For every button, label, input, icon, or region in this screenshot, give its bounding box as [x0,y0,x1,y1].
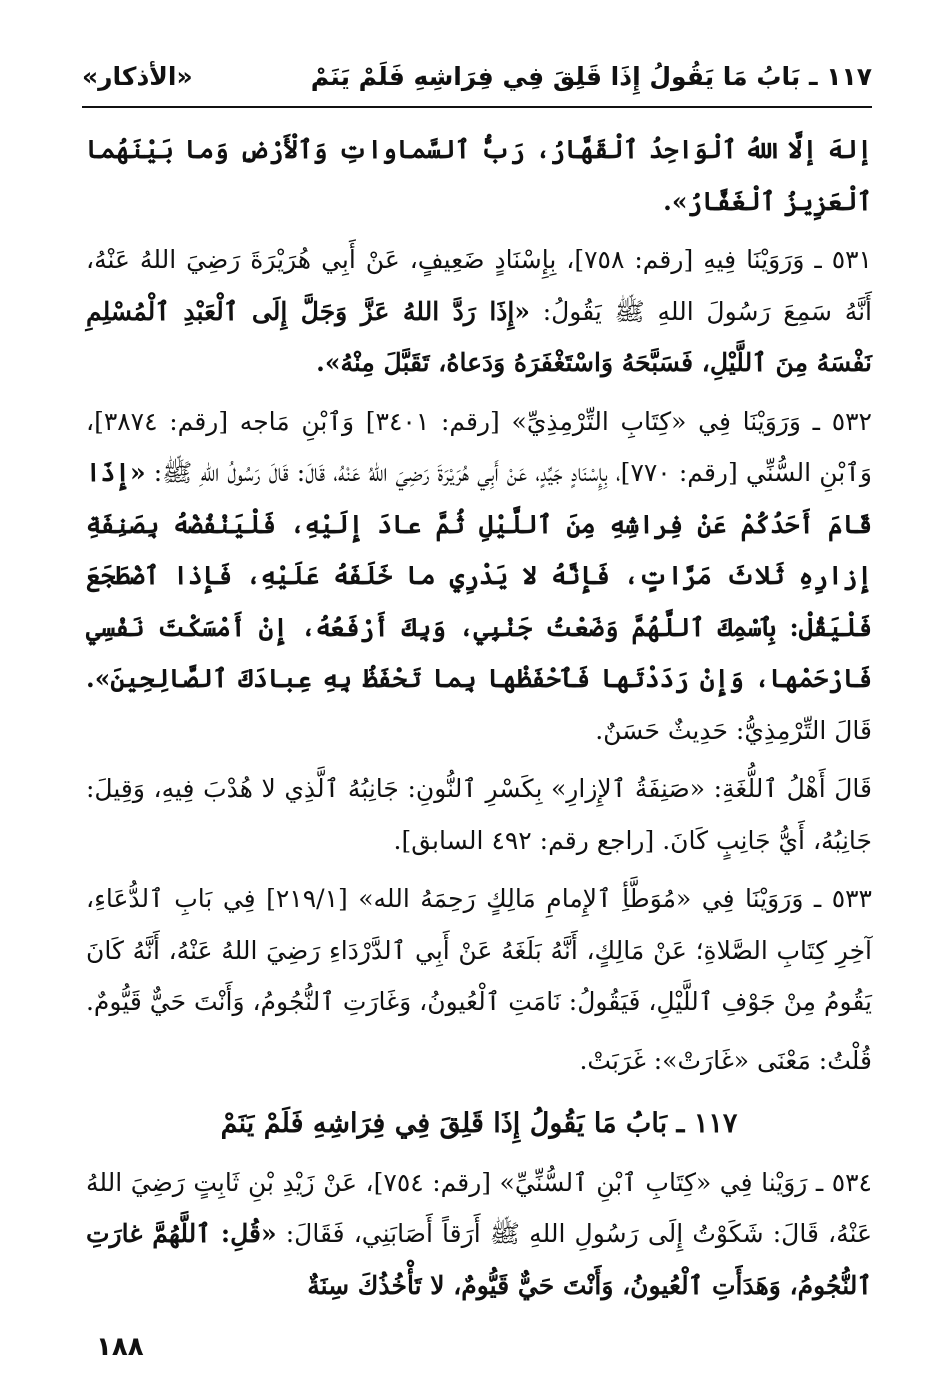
chapter-heading: ١١٧ ـ بَابُ مَا يَقُولُ إِذَا قَلِقَ فِي فِرَاشِهِ فَلَمْ يَنَمْ [220,1108,738,1139]
running-header [82,62,872,91]
hadith-533 [86,873,872,1028]
author-note-text: قُلْتُ: مَعْنَى «غَارَتْ»: غَرَبَتْ. [579,1045,872,1075]
hadith-text: «إِذَا رَدَّ اللهُ عَزَّ وَجَلَّ إِلَى ٱلْعَبْدِ ٱلْمُسْلِمِ نَفْسَهُ مِنَ ٱللَّيْلِ، فَسَبَّحَهُ وَاسْتَغْفَرَهُ وَدَعاهُ، تَقَبَّلَ مِنْهُ». [86,296,872,377]
hadith-narration: ٥٣٣ ـ وَرَوَيْنَا فِي «مُوَطَّأِ ٱلإِمامِ مَالِكٍ رَحِمَهُ الله» [٢١٩/١] فِي بَابِ ٱلدُّعَاءِ، آخِرِ كِتَابِ الصَّلاةِ؛ عَنْ مَالِكٍ، أَنَّهُ بَلَغَهُ عَنْ أَبِي ٱلدَّرْدَاءِ رَضِيَ اللهُ عَنْهُ، أَنَّهُ كَانَ يَقُومُ مِنْ جَوْفِ ٱللَّيْلِ، فَيَقُولُ: نَامَتِ ٱلْعُيونُ، وَغَارَتِ ٱلنُّجُومُ، وَأَنْتَ حَيٌّ قَيُّومٌ. [85,884,872,1016]
header-rule [82,106,872,108]
hadith-narration: ٥٣٤ ـ رَوَيْنا فِي «كِتَابِ ٱبْنِ ٱلسُّنِّيِّ» [رقم: ٧٥٤]، عَنْ زَيْدِ بْنِ ثَابِتٍ رَضِيَ اللهُ عَنْهُ، قَالَ: شَكَوْتُ إِلَى رَسُولِ اللهِ ﷺ أَرَقاً أَصَابَنِي، فَقَالَ: [86,1167,872,1248]
page-number: ١٨٨ [96,1332,144,1362]
hadith-532 [86,396,872,757]
author-note [86,1035,872,1087]
page-body [86,124,872,1304]
hadith-narration: ٥٣١ ـ وَرَوَيْنَا فِيهِ [رقم: ٧٥٨]، بِإِسْنَادٍ ضَعِيفٍ، عَنْ أَبِي هُرَيْرَةَ رَضِيَ اللهُ عَنْهُ، أَنَّهُ سَمِعَ رَسُولَ اللهِ ﷺ يَقُولُ: [86,245,872,326]
paragraph-continuation [86,124,872,227]
hadith-text: «قُلِ: ٱللَّهُمَّ غارَتِ ٱلنُّجُومُ، وَهَدَأَتِ ٱلْعُيونُ، وَأَنْتَ حَيٌّ قَيُّومٌ، لا تَأْخُذُكَ سِنَةٌ [86,1219,872,1300]
hadith-531 [86,234,872,389]
hadith-grading: قَالَ التِّرْمِذِيُّ: حَدِيثٌ حَسَنٌ. [595,715,872,745]
hadith-narration: ٥٣٢ ـ وَرَوَيْنَا فِي «كِتَابِ التِّرْمِذِيِّ» [رقم: ٣٤٠١] وَٱبْنِ مَاجه [رقم: ٣٨٧٤]، وَٱبْنِ السُّنِّي [رقم: ٧٧٠]، بِإِسْنَادٍ جَيِّدٍ، عَنْ أَبِي هُرَيْرَةَ رَضِيَ اللهُ عَنْهُ، قَالَ: قَالَ رَسُولُ اللهِ ﷺ: [86,406,872,487]
lexical-note [86,763,872,866]
running-header-book: «الأذكار» [82,62,193,91]
running-header-chapter: ١١٧ ـ بَابُ مَا يَقُولُ إِذَا قَلِقَ فِي فِرَاشِهِ فَلَمْ يَنَمْ [310,62,872,91]
lexical-note-text: قَالَ أَهْلُ ٱللُّغَةِ: «صَنِفَةُ ٱلإِزارِ» بِكَسْرِ ٱلنُّونِ: جَانِبُهُ ٱلَّذِي لا هُدْبَ فِيهِ، وَقِيلَ: جَانِبُهُ، أَيُّ جَانِبٍ كَانَ. [راجع رقم: ٤٩٢ السابق]. [86,774,872,855]
hadith-text: إلهَ إلَّا اللهُ ٱلْوَاحِدُ ٱلْقَهَّارُ، رَبُّ ٱلسَّماواتِ وَٱلْأَرْضِ وَما بَيْنَهُما ٱلْعَزِيزُ ٱلْغَفَّارُ». [86,135,872,216]
hadith-534 [86,1157,872,1312]
hadith-text: «إِذَا قَامَ أَحَدُكُمْ عَنْ فِراشِهِ مِنَ ٱللَّيْلِ ثُمَّ عادَ إِلَيْهِ، فَلْيَنْفُضْهُ بِصَنِفَةِ إِزارِهِ ثَلاثَ مَرَّاتٍ، فَإِنَّهُ لا يَدْرِي ما خَلَفَهُ عَلَيْهِ، فَإِذا ٱضْطَجَعَ فَلْيَقُلْ: بِٱسْمِكَ ٱللَّهُمَّ وَضَعْتُ جَنْبِي، وَبِكَ أَرْفَعُهُ، إِنْ أَمْسَكْتَ نَفْسِي فَارْحَمْها، وَإِنْ رَدَدْتَها فَٱحْفَظْها بِما تَحْفَظُ بِهِ عِبادَكَ ٱلصَّالِحِينَ». [86,458,872,693]
